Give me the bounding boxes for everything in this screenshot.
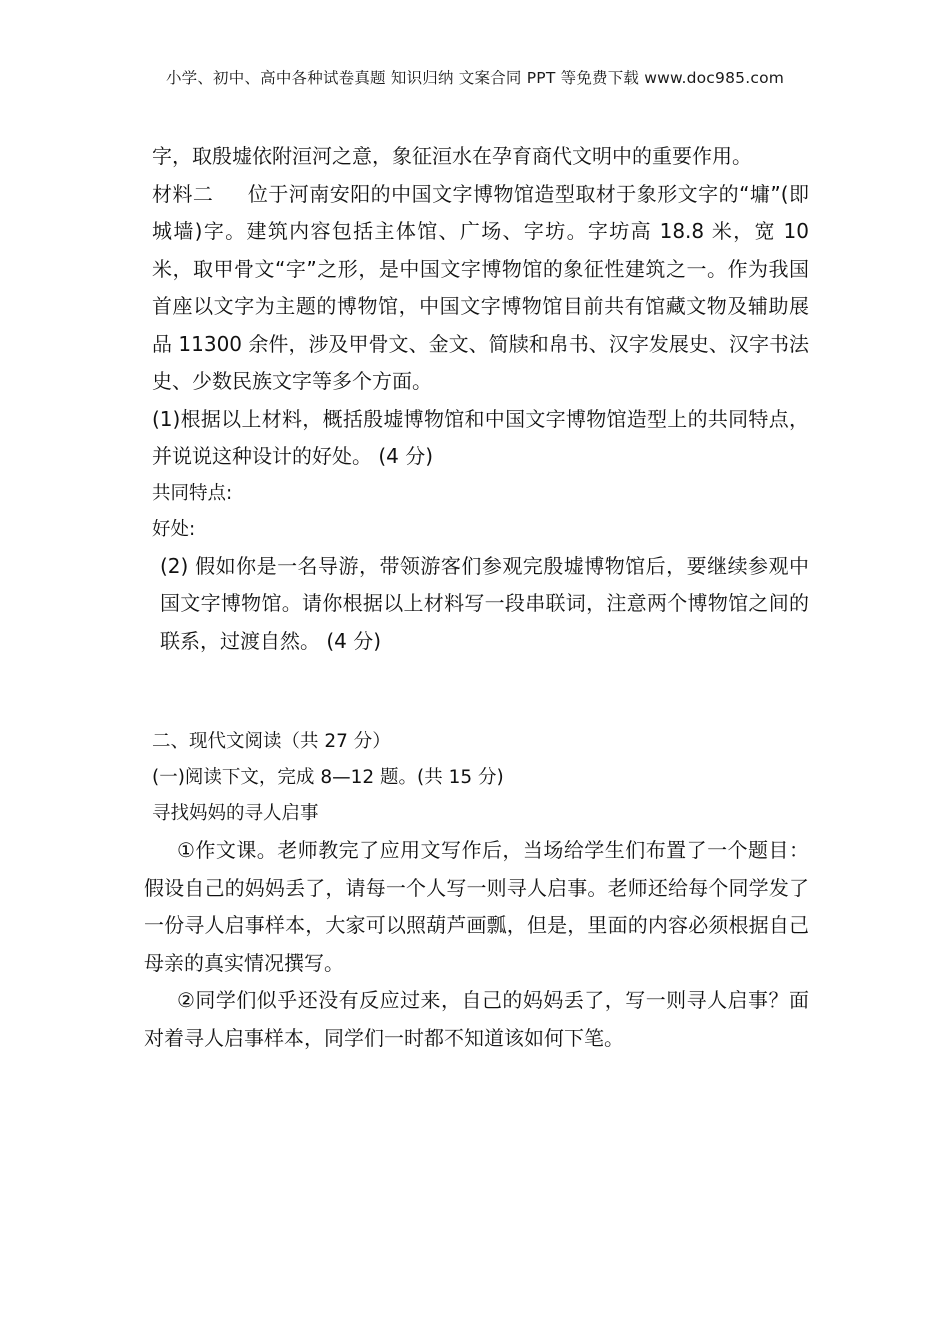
- material2-paragraph: [144, 176, 809, 401]
- article-paragraph-1: ①作文课。老师教完了应用文写作后，当场给学生们布置了一个题目：假设自己的妈妈丢了，请每一个人写一则寻人启事。老师还给每个同学发了一份寻人启事样本，大家可以照葫芦画瓢，但是，里面的内容必须根据自己母亲的真实情况撰写。: [144, 838, 809, 975]
- question-2: (2) 假如你是一名导游，带领游客们参观完殷墟博物馆后，要继续参观中国文字博物馆。请你根据以上材料写一段串联词，注意两个博物馆之间的联系，过渡自然。 (4 分): [160, 553, 809, 653]
- document-body: [144, 138, 809, 1057]
- question-1: (1)根据以上材料，概括殷墟博物馆和中国文字博物馆造型上的共同特点，并说说这种设计的好处。 (4 分): [152, 406, 809, 468]
- section-2-title: 二、现代文阅读（共 27 分）: [152, 731, 391, 752]
- question-1-benefits-label: 好处:: [152, 518, 196, 540]
- material2-text: 位于河南安阳的中国文字博物馆造型取材于象形文字的“墉”(即城墙)字。建筑内容包括主体馆、广场、字坊。字坊高 18.8 米，宽 10 米，取甲骨文“字”之形，是中国文字博物馆的象征性建筑之一。作为我国首座以文字为主题的博物馆，中国文字博物馆目前共有馆藏文物及辅助展品 11300 余件，涉及甲骨文、金文、简牍和帛书、汉字发展史、汉字书法史、少数民族文字等多个方面。: [152, 181, 809, 393]
- article-title: 寻找妈妈的寻人启事: [152, 803, 319, 824]
- page-header: 小学、初中、高中各种试卷真题 知识归纳 文案合同 PPT 等免费下载 www.doc985.com: [165, 69, 785, 87]
- article-paragraph-2: ②同学们似乎还没有反应过来，自己的妈妈丢了，写一则寻人启事？面对着寻人启事样本，同学们一时都不知道该如何下笔。: [144, 988, 809, 1050]
- material1-continuation: 字，取殷墟依附洹河之意，象征洹水在孕育商代文明中的重要作用。: [152, 144, 752, 168]
- material2-label: 材料二: [152, 181, 214, 206]
- question-1-common-features-label: 共同特点:: [152, 482, 233, 504]
- section-2-subsection-1: (一)阅读下文，完成 8—12 题。(共 15 分): [152, 767, 504, 788]
